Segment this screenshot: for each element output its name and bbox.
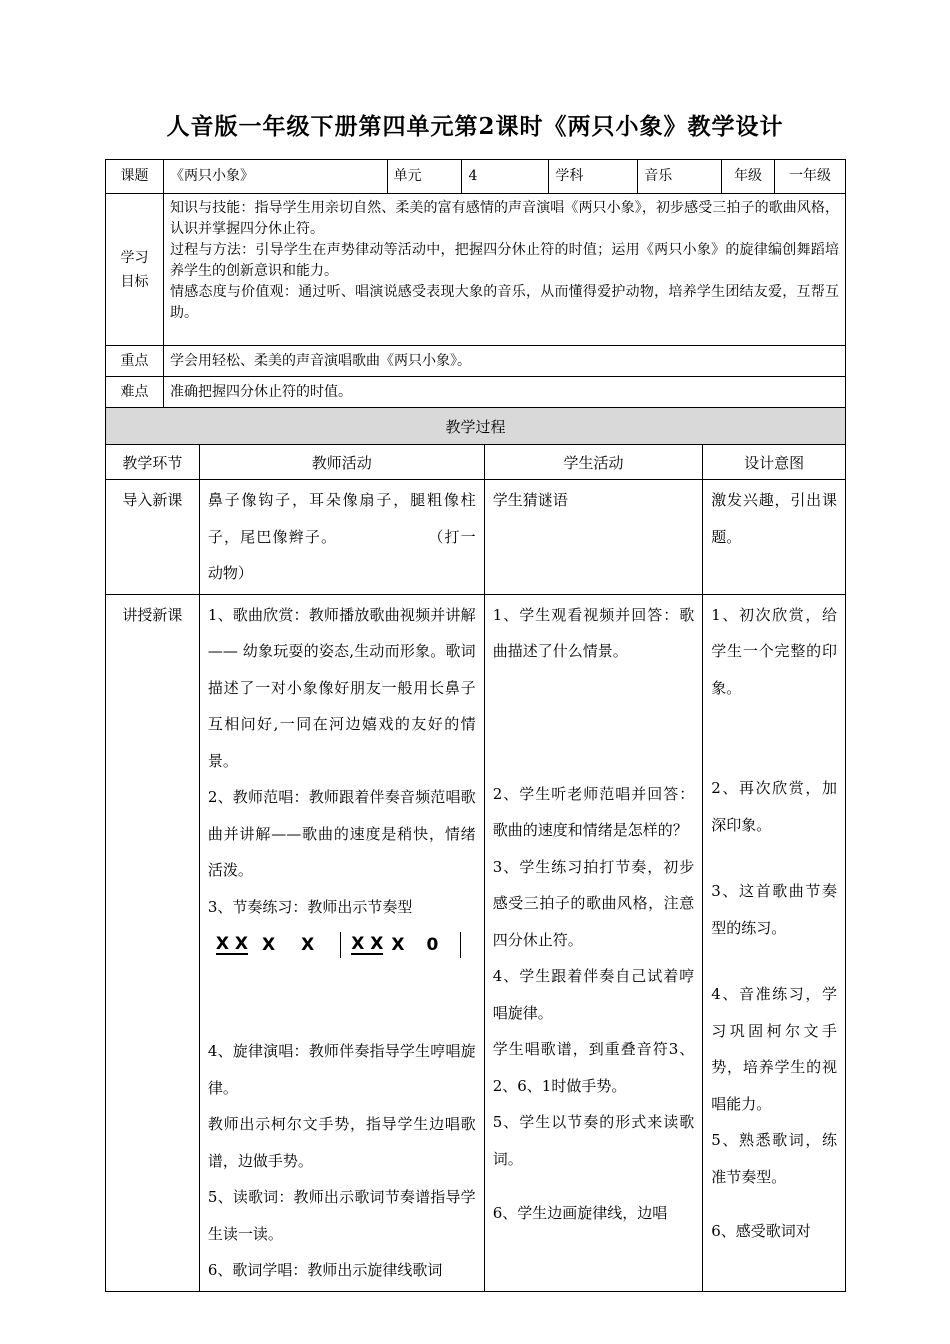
grade-value: 一年级 (775, 160, 846, 194)
goal-emotion: 情感态度与价值观：通过听、唱演说感受表现大象的音乐，从而懂得爱护动物，培养学生团结友爱，互帮互助。 (169, 284, 839, 321)
teacher-step-6: 6、歌词学唱：教师出示旋律线歌词 (207, 1261, 443, 1279)
teacher-step-1: 1、歌曲欣赏：教师播放歌曲视频并讲解—— 幼象玩耍的姿态,生动而形象。歌词描述了一对小象像好朋友一般用长鼻子互相问好,一同在河边嬉戏的友好的情景。 (207, 605, 476, 770)
subject-value: 音乐 (638, 160, 722, 194)
purpose-step-5: 5、熟悉歌词，练准节奏型。 (711, 1131, 837, 1186)
new-teacher (199, 594, 484, 1291)
rhythm-notation (216, 927, 476, 963)
goals-label: 学习目标 (106, 194, 164, 346)
intro-stage: 导入新课 (106, 480, 200, 595)
purpose-step-6: 6、感受歌词对 (711, 1222, 811, 1240)
purpose-step-4: 4、音准练习，学习巩固柯尔文手势，培养学生的视唱能力。 (711, 985, 837, 1113)
student-step-2: 2、学生听老师范唱并回答：歌曲的速度和情绪是怎样的？ (492, 784, 695, 839)
process-title: 教学过程 (106, 408, 846, 445)
topic-value: 《两只小象》 (163, 160, 387, 194)
header-stage: 教学环节 (106, 445, 200, 480)
purpose-step-1: 1、初次欣赏，给学生一个完整的印象。 (711, 605, 837, 697)
unit-value: 4 (462, 160, 549, 194)
subject-label: 学科 (549, 160, 638, 194)
rhythm-note-eighth-pair-2: X X (351, 934, 384, 954)
intro-teacher (199, 480, 484, 595)
student-step-1: 1、学生观看视频并回答：歌曲描述了什么情景。 (492, 605, 695, 660)
bar-line (460, 932, 461, 958)
teacher-step-4: 4、旋律演唱：教师伴奏指导学生哼唱旋律。 (207, 1042, 476, 1097)
intro-row (106, 480, 846, 595)
new-student (484, 594, 703, 1291)
bar-line (340, 932, 341, 958)
teacher-step-2: 2、教师范唱：教师跟着伴奏音频范唱歌曲并讲解——歌曲的速度是稍快，情绪活泼。 (207, 788, 476, 879)
purpose-step-2: 2、再次欣赏，加深印象。 (711, 779, 837, 834)
topic-label: 课题 (106, 160, 164, 194)
teacher-step-3: 3、节奏练习：教师出示节奏型 (207, 897, 413, 916)
info-table (105, 159, 846, 408)
goal-process: 过程与方法：引导学生在声势律动等活动中，把握四分休止符的时值；运用《两只小象》的旋律编创舞蹈培养学生的创新意识和能力。 (169, 242, 839, 279)
rhythm-note: X (391, 934, 405, 955)
header-purpose: 设计意图 (703, 445, 846, 480)
difficulty-value: 准确把握四分休止符的时值。 (163, 377, 845, 408)
rhythm-rest: 0 (426, 934, 439, 955)
key-label: 重点 (106, 346, 164, 377)
key-value: 学会用轻松、柔美的声音演唱歌曲《两只小象》。 (163, 346, 845, 377)
header-student: 学生活动 (484, 445, 703, 480)
page-title: 人音版一年级下册第四单元第2课时《两只小象》教学设计 (166, 113, 784, 140)
rhythm-note: X (261, 934, 276, 955)
new-lesson-row (106, 594, 846, 1291)
grade-label: 年级 (722, 160, 775, 194)
student-step-4: 4、学生跟着伴奏自己试着哼唱旋律。 (492, 967, 695, 1022)
rhythm-note-eighth-pair-1: X X (215, 934, 248, 954)
difficulty-label: 难点 (106, 377, 164, 408)
student-step-5: 5、学生以节奏的形式来读歌词。 (492, 1113, 695, 1168)
goals-content (163, 194, 845, 346)
process-header-row (106, 445, 846, 480)
process-title-row (106, 408, 846, 445)
rhythm-note: X (301, 934, 315, 955)
purpose-step-3: 3、这首歌曲节奏型的练习。 (711, 882, 837, 937)
process-table (105, 407, 846, 1292)
student-step-6: 6、学生边画旋律线，边唱 (492, 1204, 668, 1222)
teacher-step-4b: 教师出示柯尔文手势，指导学生边唱歌谱，边做手势。 (207, 1115, 476, 1170)
unit-label: 单元 (387, 160, 462, 194)
new-stage: 讲授新课 (106, 594, 200, 1291)
student-step-4b: 学生唱歌谱，到重叠音符3、2、6、1时做手势。 (492, 1040, 695, 1095)
intro-riddle: 鼻子像钩子，耳朵像扇子，腿粗像柱子，尾巴像辫子。 (207, 491, 476, 546)
intro-riddle-hint: （打一动物） (207, 527, 476, 582)
goal-knowledge: 知识与技能：指导学生用亲切自然、柔美的富有感情的声音演唱《两只小象》，初步感受三拍子的歌曲风格，认识并掌握四分休止符。 (169, 200, 839, 237)
new-purpose (703, 594, 846, 1291)
info-row-basic (106, 160, 846, 194)
intro-purpose: 激发兴趣，引出课题。 (703, 480, 846, 595)
info-row-key (106, 346, 846, 377)
info-row-goals (106, 194, 846, 346)
info-row-difficulty (106, 377, 846, 408)
intro-student: 学生猜谜语 (484, 480, 703, 595)
header-teacher: 教师活动 (199, 445, 484, 480)
teacher-step-5: 5、读歌词：教师出示歌词节奏谱指导学生读一读。 (207, 1188, 476, 1243)
student-step-3: 3、学生练习拍打节奏，初步感受三拍子的歌曲风格，注意四分休止符。 (492, 857, 695, 949)
